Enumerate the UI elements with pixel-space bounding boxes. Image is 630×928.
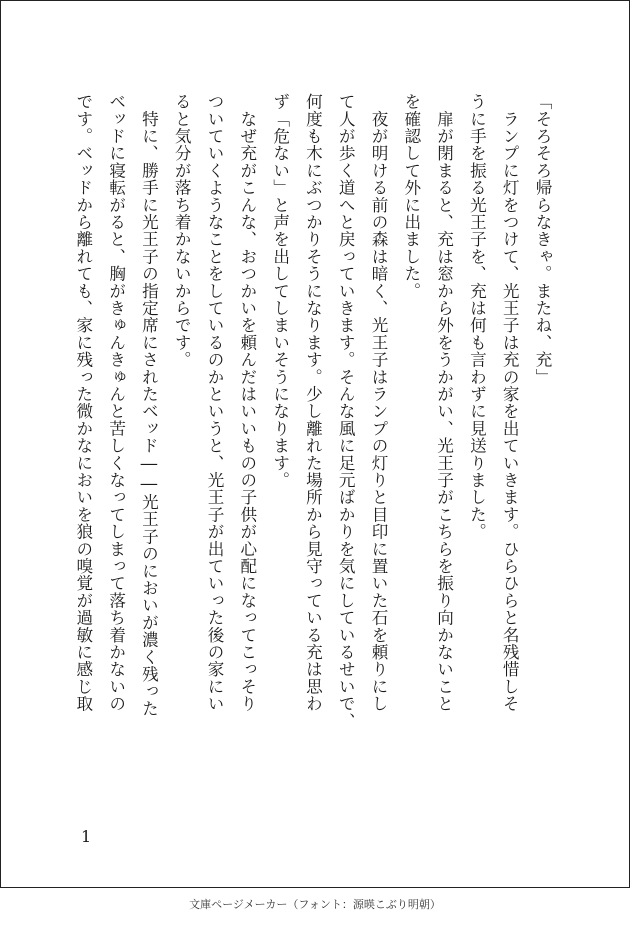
text-line: ランプに灯をつけて、光王子は充の家を出ていきます。ひらひらと名残惜しそ <box>500 93 520 713</box>
page-number: 1 <box>81 827 92 846</box>
vertical-text-block <box>67 93 559 793</box>
text-line: 夜が明ける前の森は暗く、光王子はランプの灯りと目印に置いた石を頼りにし <box>369 93 389 713</box>
text-line: 何度も木にぶつかりそうになります。少し離れた場所から見守っている充は思わ <box>303 93 323 713</box>
text-line: うに手を振る光王子を、充は何も言わずに見送りました。 <box>467 93 487 541</box>
text-line: なぜ充がこんな、おつかいを頼んだはいいものの子供が心配になってこっそり <box>237 93 257 713</box>
footer-caption: 文庫ページメーカー（フォント：源暎こぶり明朝） <box>189 898 441 911</box>
text-line: ベッドに寝転がると、胸がきゅんきゅんと苦しくなってしまって落ち着かないの <box>106 93 126 713</box>
text-line: て人が歩く道へと戻っていきます。そんな風に足元ばかりを気にしているせいで、 <box>336 93 356 730</box>
text-line: ると気分が落ち着かないからです。 <box>172 93 192 369</box>
text-line: ず「危ない」と声を出してしまいそうになります。 <box>270 93 290 489</box>
text-line: 特に、勝手に光王子の指定席にされたベッド――光王子のにおいが濃く残った <box>139 93 159 717</box>
text-line: ついていくようなことをしているのかというと、光王子が出ていった後の家にい <box>205 93 225 713</box>
text-line: です。ベッドから離れても、家に残った微かなにおいを狼の嗅覚が過敏に感じ取 <box>73 93 93 713</box>
text-line: 「そろそろ帰らなきゃ。またね、充」 <box>533 93 552 386</box>
text-line: を確認して外に出ました。 <box>401 93 421 300</box>
text-line: 扉が閉まると、充は窓から外をうかがい、光王子がこちらを振り向かないこと <box>434 93 454 713</box>
